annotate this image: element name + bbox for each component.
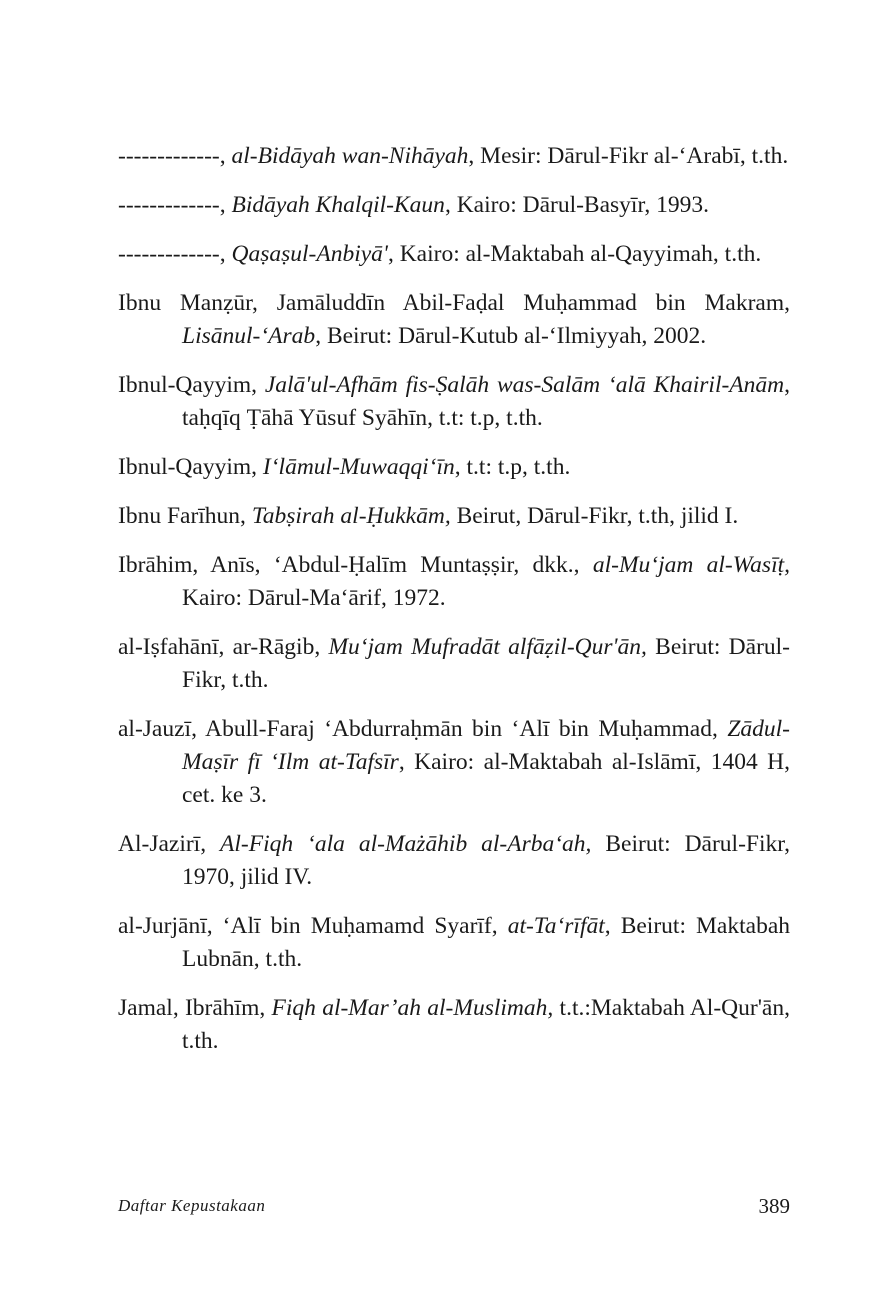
entry-title: Lisānul-‘Arab xyxy=(182,323,316,349)
entry-publication: , taḥqīq Ṭāhā Yūsuf Syāhīn, t.t: t.p, t.th. xyxy=(182,372,791,431)
bibliography-entry xyxy=(118,828,790,894)
bibliography-list xyxy=(118,140,790,1074)
entry-author: Ibnu Farīhun, xyxy=(118,503,252,529)
entry-title: Mu‘jam Mufradāt alfāẓil-Qur'ān, xyxy=(328,634,647,660)
entry-publication: , Beirut: Maktabah Lubnān, t.th. xyxy=(182,913,790,972)
entry-title: Al-Fiqh ‘ala al-Mażāhib al-Arba‘ah, xyxy=(220,831,592,857)
bibliography-entry xyxy=(118,451,790,484)
entry-publication: , Mesir: Dārul-Fikr al-‘Arabī, t.th. xyxy=(468,143,789,169)
entry-author: Ibnu Manẓūr, Jamāluddīn Abil-Faḍal Muḥammad bin Makram, xyxy=(118,290,790,316)
entry-author: Jamal, Ibrāhīm, xyxy=(118,995,272,1021)
entry-publication: Beirut: Dārul-Fikr, 1970, jilid IV. xyxy=(182,831,791,890)
entry-author: Ibnul-Qayyim, xyxy=(118,454,263,480)
entry-author: -------------, xyxy=(118,143,232,169)
entry-title: Qaṣaṣul-Anbiyā' xyxy=(231,241,388,267)
entry-title: al-Mu‘jam al-Wasīṭ, xyxy=(592,552,791,578)
entry-title: at-Ta‘rīfāt xyxy=(507,913,605,939)
entry-title: al-Bidāyah wan-Nihāyah xyxy=(231,143,469,169)
bibliography-entry xyxy=(118,287,790,353)
entry-title: Tabṣirah al-Ḥukkām, xyxy=(251,503,451,529)
entry-publication: Beirut, Dārul-Fikr, t.th, jilid I. xyxy=(450,503,739,529)
bibliography-entry xyxy=(118,992,790,1058)
entry-author: Ibnul-Qayyim, xyxy=(118,372,265,398)
page-number: 389 xyxy=(758,1194,790,1218)
entry-publication: , t.t: t.p, t.th. xyxy=(454,454,571,480)
entry-publication: Kairo: Dārul-Ma‘ārif, 1972. xyxy=(182,585,446,611)
bibliography-entry xyxy=(118,631,790,697)
running-footer-title: Daftar Kepustakaan xyxy=(118,1196,266,1215)
bibliography-entry xyxy=(118,549,790,615)
entry-author: -------------, xyxy=(118,192,232,218)
bibliography-entry xyxy=(118,189,790,222)
entry-title: Fiqh al-Mar’ah al-Muslimah, xyxy=(271,995,554,1021)
entry-title: Zādul-Maṣīr fī ‘Ilm at-Tafsīr xyxy=(182,716,790,775)
entry-author: al-Iṣfahānī, ar-Rāgib, xyxy=(118,634,329,660)
bibliography-entry xyxy=(118,910,790,976)
entry-publication: , Kairo: al-Maktabah al-Qayyimah, t.th. xyxy=(387,241,762,267)
entry-publication: Beirut: Dārul-Fikr, t.th. xyxy=(182,634,790,693)
entry-publication: , Kairo: Dārul-Basyīr, 1993. xyxy=(444,192,709,218)
entry-title: Bidāyah Khalqil-Kaun xyxy=(231,192,445,218)
entry-title: I‘lāmul-Muwaqqi‘īn xyxy=(262,454,455,480)
bibliography-entry xyxy=(118,713,790,812)
entry-title: Jalā'ul-Afhām fis-Ṣalāh was-Salām ‘alā Khairil-Anām xyxy=(264,372,785,398)
entry-publication: t.t.:Maktabah Al-Qur'ān, t.th. xyxy=(182,995,790,1054)
bibliography-entry xyxy=(118,238,790,271)
entry-author: Al-Jazirī, xyxy=(118,831,221,857)
entry-publication: , Beirut: Dārul-Kutub al-‘Ilmiyyah, 2002. xyxy=(315,323,707,349)
bibliography-entry xyxy=(118,140,790,173)
bibliography-entry xyxy=(118,369,790,435)
entry-author: al-Jauzī, Abull-Faraj ‘Abdurraḥmān bin ‘Alī bin Muḥammad, xyxy=(118,716,728,742)
entry-publication: , Kairo: al-Maktabah al-Islāmī, 1404 H, cet. ke 3. xyxy=(182,749,790,808)
entry-author: Ibrāhim, Anīs, ‘Abdul-Ḥalīm Muntaṣṣir, dkk., xyxy=(118,552,593,578)
entry-author: -------------, xyxy=(118,241,232,267)
entry-author: al-Jurjānī, ‘Alī bin Muḥamamd Syarīf, xyxy=(118,913,508,939)
bibliography-entry xyxy=(118,500,790,533)
